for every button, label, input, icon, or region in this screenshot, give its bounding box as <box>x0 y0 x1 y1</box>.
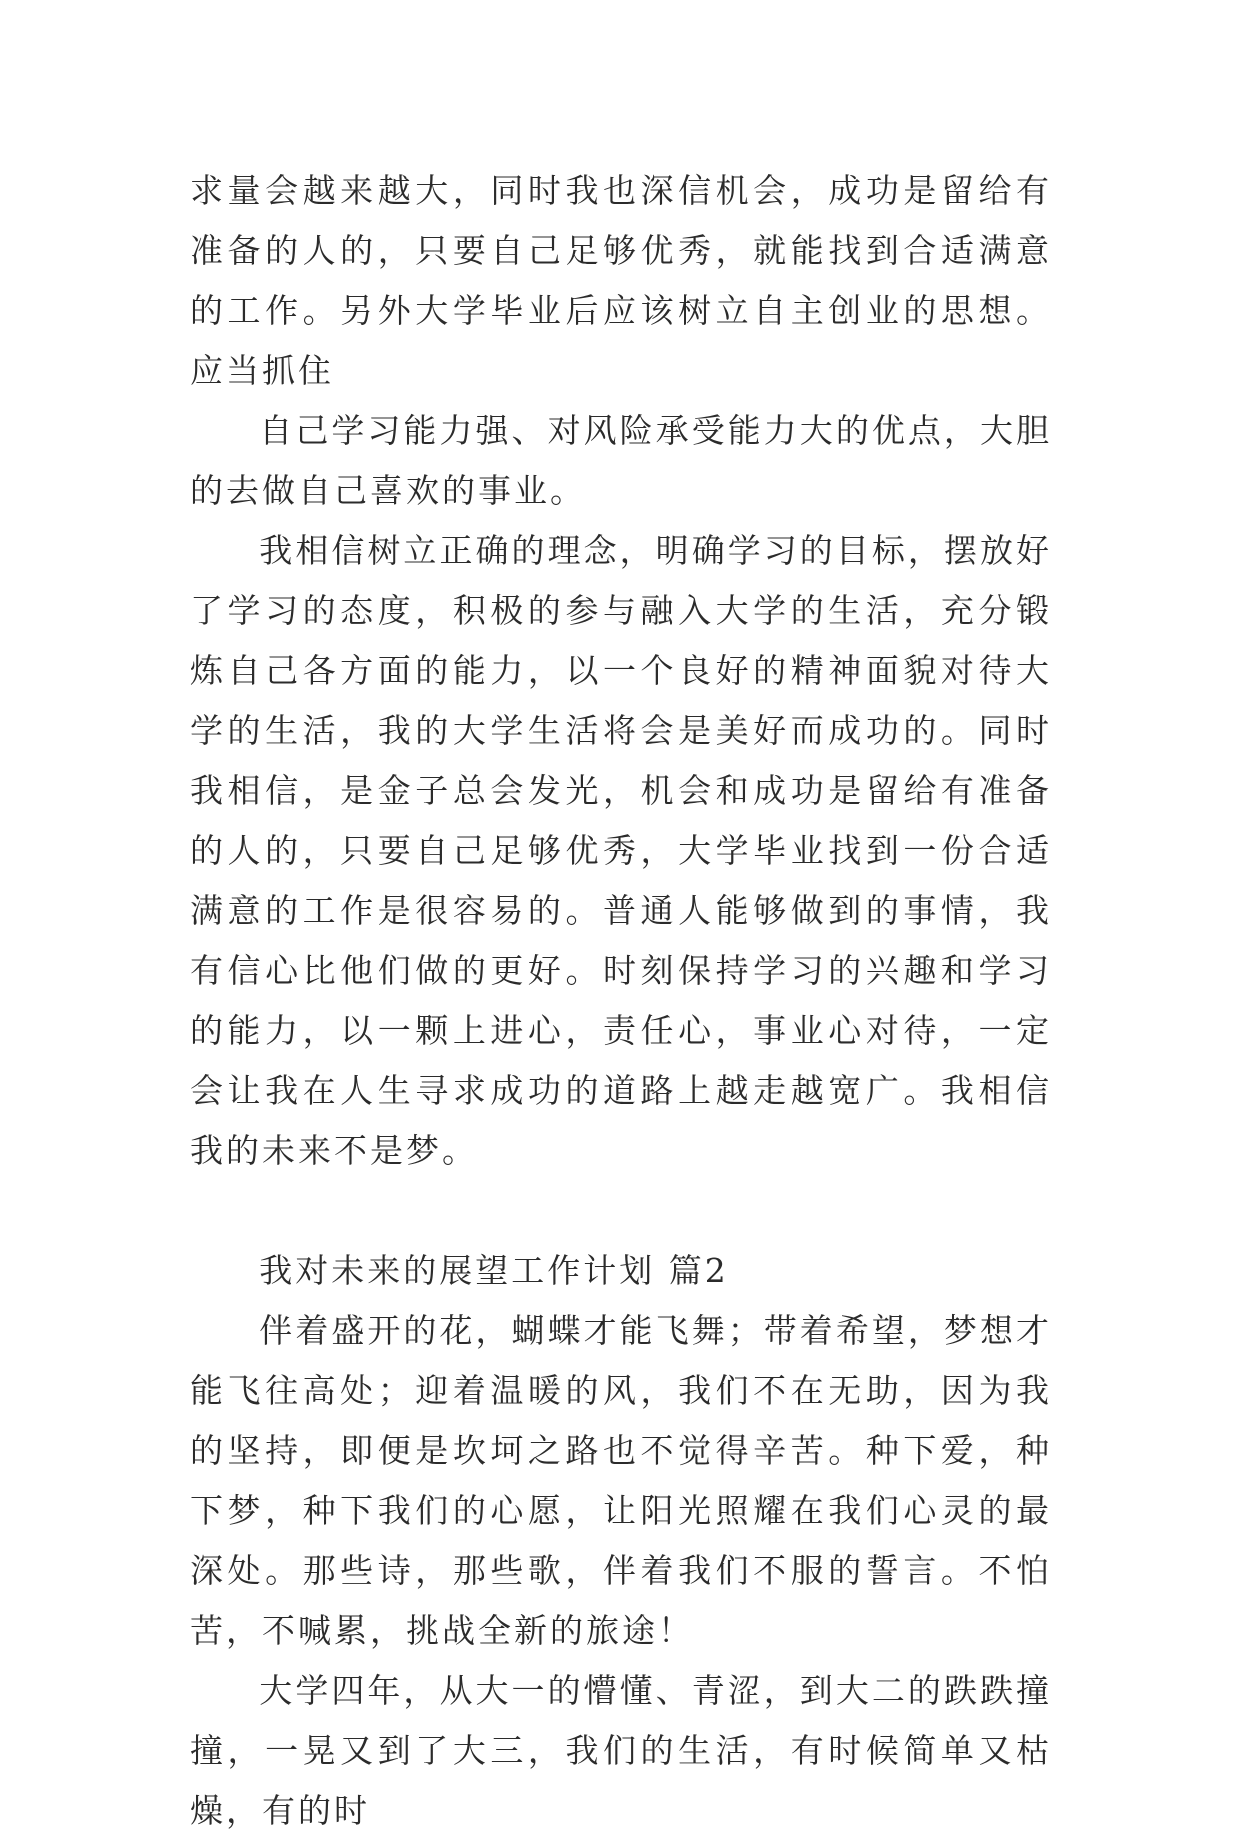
section-title: 我对未来的展望工作计划 篇2 <box>259 1251 729 1290</box>
paragraph-strengths: 自己学习能力强、对风险承受能力大的优点，大胆的去做自己喜欢的事业。 <box>190 411 1052 510</box>
paragraph-flowers: 伴着盛开的花，蝴蝶才能飞舞；带着希望，梦想才能飞往高处；迎着温暖的风，我们不在无助，因为我的坚持，即便是坎坷之路也不觉得辛苦。种下爱，种下梦，种下我们的心愿，让阳光照耀在我们心灵的最深处。那些诗，那些歌，伴着我们不服的誓言。不怕苦，不喊累，挑战全新的旅途！ <box>190 1311 1052 1650</box>
paragraph-belief: 我相信树立正确的理念，明确学习的目标，摆放好了学习的态度，积极的参与融入大学的生活，充分锻炼自己各方面的能力，以一个良好的精神面貌对待大学的生活，我的大学生活将会是美好而成功的。同时我相信，是金子总会发光，机会和成功是留给有准备的人的，只要自己足够优秀，大学毕业找到一份合适满意的工作是很容易的。普通人能够做到的事情，我有信心比他们做的更好。时刻保持学习的兴趣和学习的能力，以一颗上进心，责任心，事业心对待，一定会让我在人生寻求成功的道路上越走越宽广。我相信我的未来不是梦。 <box>190 531 1052 1170</box>
paragraph-continuation: 求量会越来越大，同时我也深信机会，成功是留给有准备的人的，只要自己足够优秀，就能找到合适满意的工作。另外大学毕业后应该树立自主创业的思想。应当抓住 <box>190 171 1052 390</box>
paragraph-university-years: 大学四年，从大一的懵懂、青涩，到大二的跌跌撞撞，一晃又到了大三，我们的生活，有时候简单又枯燥，有的时 <box>190 1671 1052 1830</box>
document-body <box>190 161 1052 1841</box>
section-spacer <box>190 1181 1052 1241</box>
